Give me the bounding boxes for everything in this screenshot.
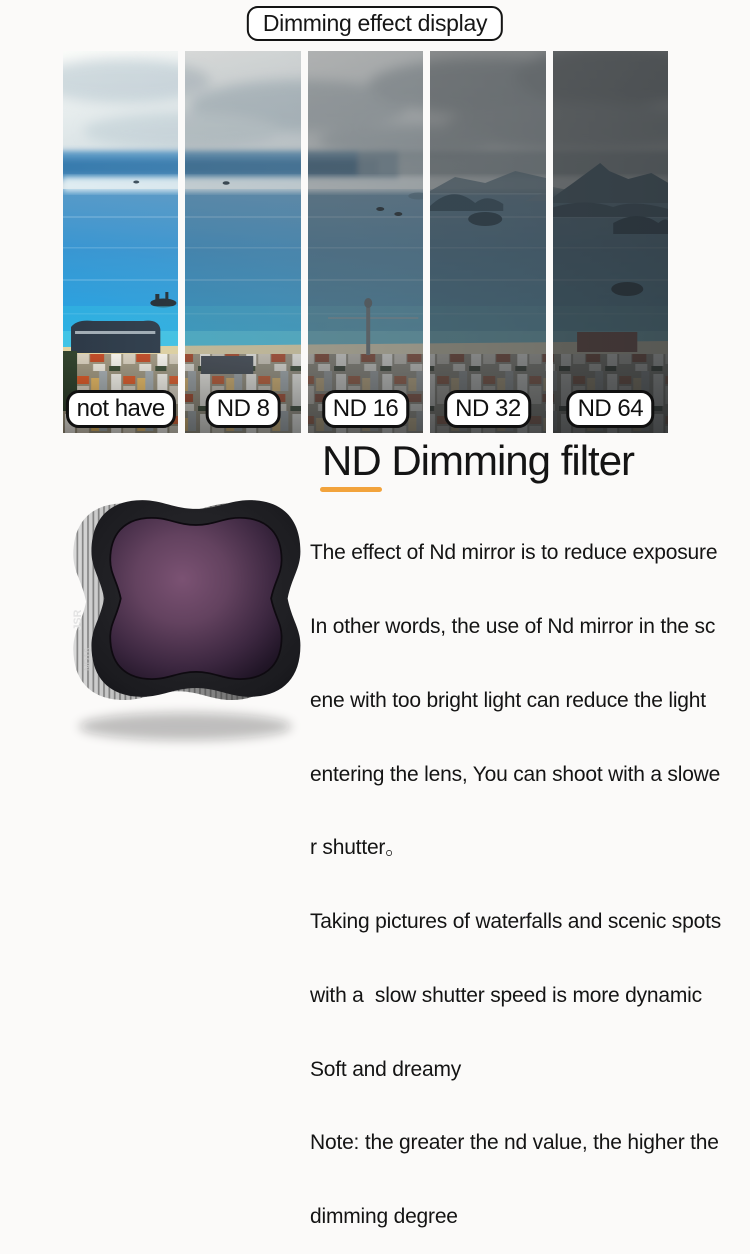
description-line: dimming degree [310, 1205, 458, 1229]
comparison-strip-nd8 [185, 51, 300, 433]
comparison-strip-nd16 [308, 51, 423, 433]
filter-shadow [79, 713, 292, 741]
panorama-scene [553, 51, 668, 433]
description-line: Taking pictures of waterfalls and scenic spots [310, 910, 722, 934]
description-line: entering the lens, You can shoot with a slowe [310, 762, 721, 786]
nd-comparison-strips [63, 51, 668, 433]
description-line: ene with too bright light can reduce the light [310, 688, 706, 712]
description-line: r shutter。 [310, 836, 407, 860]
panorama-scene [63, 51, 178, 433]
description-line: Soft and dreamy [310, 1057, 462, 1081]
nd-label-pill: ND 32 [444, 390, 532, 428]
panorama-scene [185, 51, 300, 433]
comparison-strip-nd64 [553, 51, 668, 433]
comparison-strip-not-have [63, 51, 178, 433]
nd-label-pill: ND 16 [322, 390, 410, 428]
nd-label-pill: ND 8 [206, 390, 281, 428]
description-line: The effect of Nd mirror is to reduce exposure [310, 541, 718, 565]
panorama-scene [308, 51, 423, 433]
description-line: with a slow shutter speed is more dynamic [310, 983, 702, 1007]
description-line: Note: the greater the nd value, the higher the [310, 1131, 719, 1155]
dimming-effect-badge: Dimming effect display [247, 6, 503, 41]
product-description [310, 492, 721, 1254]
filter-ring-brand: JSR [71, 609, 84, 631]
product-title-rest: Dimming filter [380, 437, 635, 484]
panorama-scene [430, 51, 545, 433]
product-title-highlight: ND [322, 437, 381, 484]
nd-label-pill: ND 64 [567, 390, 655, 428]
description-line: In other words, the use of Nd mirror in the sc [310, 614, 716, 638]
filter-lens [110, 518, 281, 679]
nd-label-pill: not have [66, 390, 176, 428]
comparison-strip-nd32 [430, 51, 545, 433]
nd-filter-product-image [46, 462, 316, 752]
filter-ring-model: ND16 [82, 647, 93, 671]
product-title [322, 437, 634, 485]
